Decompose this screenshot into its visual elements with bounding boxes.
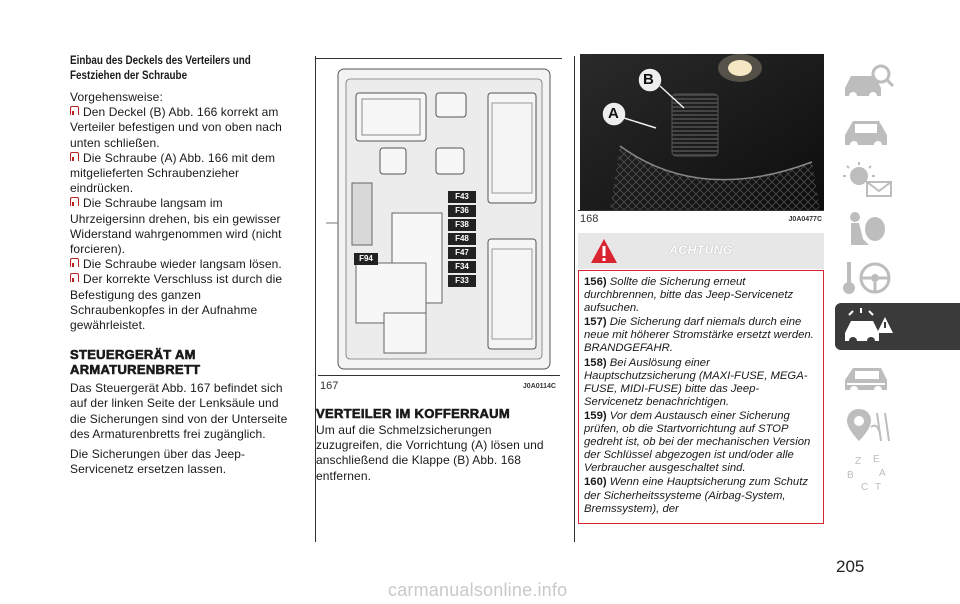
- callout-b: B: [643, 71, 654, 88]
- paragraph: Die Sicherungen über das Jeep-Servicenetz ersetzen lassen.: [70, 447, 246, 477]
- warning-item: 160) Wenn eine Hauptsicherung zum Schutz der Sicherheitssysteme (Airbag-System, Bremssystem), der: [584, 476, 808, 515]
- emergency-car-icon: [841, 307, 895, 347]
- column-divider: [574, 56, 575, 542]
- warning-item: 156) Sollte die Sicherung erneut durchbrennen, bitte das Jeep-Servicenetz aufsuchen.: [584, 276, 794, 315]
- sidebar-item-multimedia[interactable]: [835, 401, 960, 448]
- figure-code: J0A0477C: [788, 216, 822, 223]
- watermark-text: carmanualsonline.info: [388, 580, 568, 600]
- sidebar-item-overview[interactable]: [835, 58, 960, 105]
- warning-item: 159) Vor dem Austausch einer Sicherung prüfen, ob die Startvorrichtung auf STOP gedreht ist, ob bei der mechanischen Version der Schlüssel abgezogen ist und/oder alle Verbraucher ausgeschaltet sind.: [584, 409, 811, 475]
- sidebar-item-lights[interactable]: [835, 156, 960, 203]
- column-middle: [314, 58, 562, 484]
- warning-title: ACHTUNG: [669, 243, 733, 257]
- fuse-label: F36: [448, 205, 476, 217]
- car-service-icon: [841, 356, 895, 396]
- warning-item: 157) Die Sicherung darf niemals durch eine neue mit höherer Stromstärke ersetzt werden. BRANDGEFAHR.: [584, 316, 814, 355]
- svg-text:B: B: [847, 469, 854, 481]
- steps-list: [70, 105, 296, 333]
- sidebar-item-driving[interactable]: [835, 254, 960, 301]
- svg-text:Z: Z: [855, 455, 862, 467]
- airbag-person-icon: [841, 209, 895, 249]
- column-left: [70, 54, 296, 477]
- fuse-label: F94: [354, 253, 378, 265]
- step-item: Die Schraube (A) Abb. 166 mit dem mitgelieferten Schraubenzieher eindrücken.: [70, 150, 276, 196]
- step-item: Den Deckel (B) Abb. 166 korrekt am Verteiler befestigen und von oben nach unten schließen.: [70, 105, 282, 150]
- callout-a: A: [608, 105, 619, 122]
- step-bullet-icon: [70, 152, 79, 161]
- step-item: Die Schraube wieder langsam lösen.: [70, 257, 296, 272]
- chapter-sidebar: [835, 58, 960, 499]
- step-bullet-icon: [70, 106, 79, 115]
- warning-body: [578, 270, 824, 524]
- figure-167: [316, 58, 562, 392]
- step-item: Die Schraube langsam im Uhrzeigersinn drehen, bis ein gewisser Widerstand wahrgenommen wird (nicht forcieren).: [70, 196, 282, 257]
- sidebar-item-safety[interactable]: [835, 205, 960, 252]
- light-message-icon: [841, 160, 895, 200]
- step-item: Der korrekte Verschluss ist durch die Befestigung des ganzen Schraubenkopfes in der Aufnahme gewährleistet.: [70, 272, 283, 333]
- figure-code: J0A0114C: [522, 383, 556, 390]
- road-location-icon: [841, 405, 895, 445]
- intro-text: Vorgehensweise:: [70, 90, 163, 104]
- steering-icon: [841, 258, 895, 298]
- figure-168-photo: [580, 54, 824, 210]
- sidebar-item-emergency[interactable]: [835, 303, 960, 350]
- index-letters-icon: [841, 452, 895, 496]
- warning-header: [578, 233, 824, 269]
- subsection-heading: Einbau des Deckels des Verteilers und Festziehen der Schraube: [70, 55, 251, 82]
- fuse-label: F38: [448, 219, 476, 231]
- warning-item: 158) Bei Auslösung einer Hauptschutzsicherung (MAXI-FUSE, MEGA-FUSE, MIDI-FUSE) bitte das Jeep-Servicenetz benachrichtigen.: [584, 356, 808, 408]
- car-search-icon: [841, 62, 895, 102]
- fuse-label: F34: [448, 261, 476, 273]
- section-heading-steuergeraet: STEUERGERÄT AM ARMATURENBRETT: [70, 347, 201, 378]
- fuse-label: F43: [448, 191, 476, 203]
- section-heading-verteiler: VERTEILER IM KOFFERRAUM: [316, 406, 510, 421]
- fuse-label: F33: [448, 275, 476, 287]
- step-bullet-icon: [70, 273, 79, 282]
- step-bullet-icon: [70, 258, 79, 267]
- step-bullet-icon: [70, 197, 79, 206]
- svg-text:C: C: [861, 481, 869, 493]
- svg-text:T: T: [875, 481, 882, 493]
- paragraph: Das Steuergerät Abb. 167 befindet sich auf der linken Seite der Lenksäule und die Sicherungen sind von der Unterseite des Armaturenbretts frei zugänglich.: [70, 381, 288, 441]
- fuse-box-illustration: [316, 63, 562, 375]
- svg-text:E: E: [873, 453, 880, 465]
- sidebar-item-service[interactable]: [835, 352, 960, 399]
- figure-number: 168: [580, 213, 599, 225]
- sidebar-item-vehicle[interactable]: [835, 107, 960, 154]
- sidebar-item-index[interactable]: [835, 450, 960, 497]
- svg-text:A: A: [879, 467, 886, 479]
- page-number: 205: [836, 557, 865, 576]
- column-right: [578, 54, 824, 524]
- warning-box: [578, 233, 824, 524]
- figure-caption: [318, 375, 560, 376]
- fuse-label: F47: [448, 247, 476, 259]
- trunk-fuse-photo: [580, 54, 824, 210]
- fuse-label: F48: [448, 233, 476, 245]
- figure-number: 167: [320, 380, 339, 392]
- paragraph: Um auf die Schmelzsicherungen zuzugreifen, die Vorrichtung (A) lösen und anschließend die Klappe (B) Abb. 168 entfernen.: [316, 423, 544, 483]
- car-icon: [841, 111, 895, 151]
